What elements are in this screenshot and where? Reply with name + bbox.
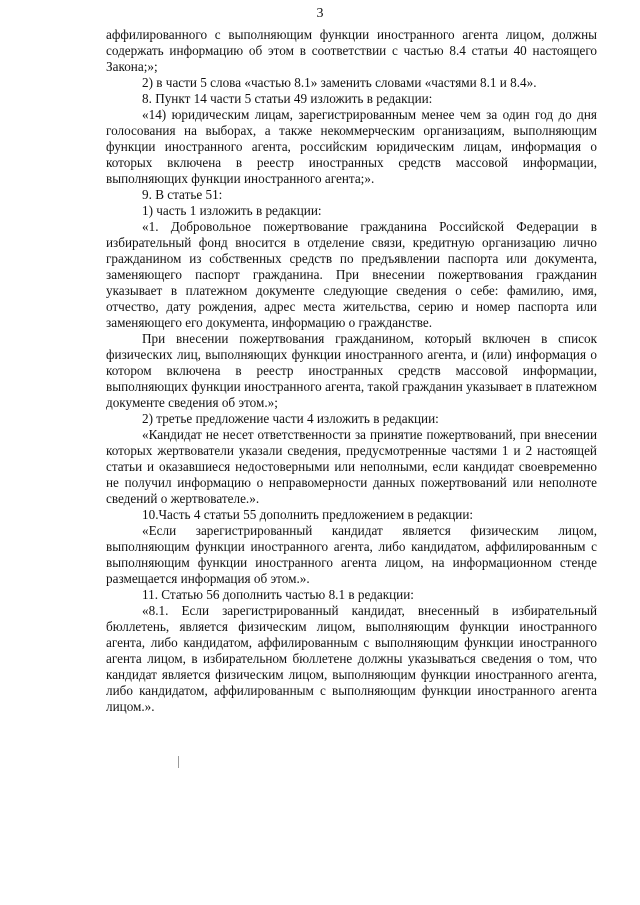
paragraph-11: 10.Часть 4 статьи 55 дополнить предложением в редакции: xyxy=(142,507,474,522)
document-body xyxy=(106,27,597,715)
paragraph-3: 8. Пункт 14 части 5 статьи 49 изложить в редакции: xyxy=(142,91,433,106)
paragraph-10: «Кандидат не несет ответственности за принятие пожертвований, при внесении которых жертвователи указали сведения, предусмотренные частями 1 и 2 настоящей статьи и оказавшиеся недостоверными или неполными, если кандидат своевременно не получил информацию о неправомерности данных пожертвований или неполноте сведений о жертвователе.». xyxy=(106,427,597,506)
paragraph-4: «14) юридическим лицам, зарегистрированным менее чем за один год до дня голосования на выборах, а также некоммерческим организациям, выполняющим функции иностранного агента, российским юридическим лицам, информация о которых включена в реестр иностранных средств массовой информации, выполняющих функции иностранного агента;». xyxy=(106,107,597,186)
paragraph-13: 11. Статью 56 дополнить частью 8.1 в редакции: xyxy=(142,587,414,602)
paragraph-12: «Если зарегистрированный кандидат является физическим лицом, выполняющим функции иностранного агента, либо кандидатом, аффилированным с выполняющим функции иностранного агента лицом, на информационном стенде размещается информация об этом.». xyxy=(106,523,597,586)
paragraph-6: 1) часть 1 изложить в редакции: xyxy=(142,203,322,218)
paragraph-2: 2) в части 5 слова «частью 8.1» заменить словами «частями 8.1 и 8.4». xyxy=(142,75,537,90)
paragraph-7: «1. Добровольное пожертвование гражданина Российской Федерации в избирательный фонд вносится в отделение связи, кредитную организацию лично гражданином из собственных средств по предъявлении паспорта или документа, заменяющего паспорт гражданина. При внесении пожертвования гражданин указывает в платежном документе следующие сведения о себе: фамилию, имя, отчество, дату рождения, адрес места жительства, серию и номер паспорта или заменяющего его документа, информацию о гражданстве. xyxy=(106,219,597,330)
scan-margin-mark xyxy=(178,756,179,768)
paragraph-5: 9. В статье 51: xyxy=(142,187,223,202)
paragraph-14: «8.1. Если зарегистрированный кандидат, внесенный в избирательный бюллетень, является физическим лицом, выполняющим функции иностранного агента, либо кандидатом, аффилированным с выполняющим функции иностранного агента лицом, в избирательном бюллетене должны указываться сведения о том, что кандидат является физическим лицом, выполняющим функции иностранного агента, либо кандидатом, аффилированным с выполняющим функции иностранного агента лицом.». xyxy=(106,603,597,714)
paragraph-8: При внесении пожертвования гражданином, который включен в список физических лиц, выполняющих функции иностранного агента, и (или) информация о котором включена в реестр иностранных средств массовой информации, выполняющих функции иностранного агента, такой гражданин указывает в платежном документе сведения об этом.»; xyxy=(106,331,597,410)
paragraph-1: аффилированного с выполняющим функции иностранного агента лицом, должны содержать информацию об этом в соответствии с частью 8.4 статьи 40 настоящего Закона;»; xyxy=(106,27,597,74)
paragraph-9: 2) третье предложение части 4 изложить в редакции: xyxy=(142,411,439,426)
page-number: 3 xyxy=(316,6,324,21)
